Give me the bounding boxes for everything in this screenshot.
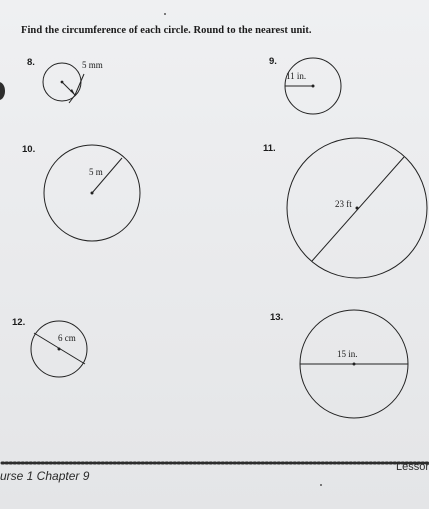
course-chapter-footer: urse 1 Chapter 9 [0,469,90,483]
paper-speck [164,13,166,15]
circle-10 [44,145,140,241]
measure-label: 5 mm [82,60,103,70]
problem-number: 10. [22,144,36,155]
measure-label: 15 in. [337,349,358,359]
measure-label: 11 in. [286,71,307,81]
instructions-heading: Find the circumference of each circle. Round to the nearest unit. [21,25,312,36]
problem-number: 11. [263,143,276,154]
problem-number: 13. [270,312,284,323]
dotted-divider [0,459,429,467]
circle-9 [285,58,341,114]
circle-12 [31,321,87,377]
paper-speck [320,484,322,486]
measure-label: 23 ft [335,199,352,209]
circle-8 [43,63,84,103]
measure-label: 5 m [89,167,103,177]
problem-number: 8. [27,57,35,68]
circle-13 [300,310,408,418]
problem-number: 9. [269,56,277,67]
problem-number: 12. [12,317,26,328]
measure-label: 6 cm [58,333,76,343]
lesson-footer: Lessor [395,461,429,473]
circle-11 [287,138,427,278]
